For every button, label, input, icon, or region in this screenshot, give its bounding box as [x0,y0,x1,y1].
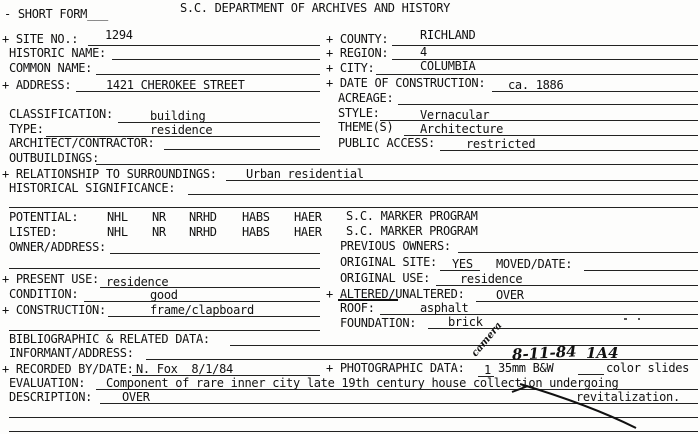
listed-label: LISTED: [9,225,58,239]
previous-owners-label: PREVIOUS OWNERS: [340,239,451,253]
form-type-label: - SHORT FORM___ [4,7,108,21]
construction-value: frame/clapboard [150,303,254,317]
original-site-label: ORIGINAL SITE: [340,255,437,269]
recorded-by-value: N. Fox 8/1/84 [136,362,233,376]
marker-program-label-1: S.C. MARKER PROGRAM [346,209,478,223]
film-35mm-label: 35mm B&W [498,361,554,375]
pen-stroke-diagonal [520,384,636,428]
relationship-value: Urban residential [246,167,364,181]
site-no-label: + SITE NO.: [2,32,79,46]
theme-label: THEME(S) [338,120,394,134]
foundation-value: brick [448,315,483,329]
original-site-value: YES [452,257,473,271]
architect-label: ARCHITECT/CONTRACTOR: [9,136,155,150]
condition-value: good [150,288,178,302]
pen-stroke-tick [512,386,528,392]
original-use-label: ORIGINAL USE: [340,271,431,285]
potential-nhl: NHL [107,210,128,224]
public-access-value: restricted [466,137,536,151]
listed-haer: HAER [294,225,322,239]
description-value: OVER [122,390,150,404]
photo-count-value: 1 [484,363,491,377]
theme-value: Architecture [420,122,504,136]
style-value: Vernacular [420,108,490,122]
listed-nrhd: NRHD [189,225,217,239]
classification-value: building [150,109,206,123]
potential-nr: NR [152,210,166,224]
outbuildings-label: OUTBUILDINGS: [9,151,100,165]
condition-label: CONDITION: [9,287,79,301]
public-access-label: PUBLIC ACCESS: [338,136,435,150]
listed-habs: HABS [242,225,270,239]
date-of-construction-label: + DATE OF CONSTRUCTION: [326,76,486,90]
owner-address-label: OWNER/ADDRESS: [9,240,106,254]
handwritten-photo-date: 8-11-84 [511,342,578,364]
city-label: + CITY: [326,61,375,75]
historic-name-label: HISTORIC NAME: [9,46,106,60]
altered-value: OVER [496,288,524,302]
classification-label: CLASSIFICATION: [9,107,113,121]
common-name-label: COMMON NAME: [9,61,93,75]
type-label: TYPE: [9,122,44,136]
color-slides-label: color slides [606,361,690,375]
marker-program-label-2: S.C. MARKER PROGRAM [346,224,478,238]
informant-label: INFORMANT/ADDRESS: [9,346,134,360]
address-value: 1421 CHEROKEE STREET [106,78,245,92]
photographic-data-label: + PHOTOGRAPHIC DATA: [326,361,465,375]
type-value: residence [150,123,213,137]
bibliographic-label: BIBLIOGRAPHIC & RELATED DATA: [9,332,210,346]
region-label: + REGION: [326,46,389,60]
speck [638,318,640,320]
evaluation-value: Component of rare inner city late 19th century house collection undergoing [106,376,619,390]
handwritten-camera-note: camera [469,320,505,359]
address-label: + ADDRESS: [2,78,72,92]
roof-label: ROOF: [340,301,375,315]
agency-title: S.C. DEPARTMENT OF ARCHIVES AND HISTORY [180,1,451,15]
county-value: RICHLAND [420,28,476,42]
listed-nhl: NHL [107,225,128,239]
date-of-construction-value: ca. 1886 [508,78,564,92]
historical-significance-label: HISTORICAL SIGNIFICANCE: [9,181,176,195]
potential-nrhd: NRHD [189,210,217,224]
evaluation-continuation: revitalization. [576,390,680,404]
evaluation-label: EVALUATION: [9,376,86,390]
listed-nr: NR [152,225,166,239]
foundation-label: FOUNDATION: [340,316,417,330]
handwritten-photo-roll: 1A4 [586,344,619,362]
potential-habs: HABS [242,210,270,224]
potential-label: POTENTIAL: [9,210,79,224]
region-value: 4 [420,45,427,59]
speck [624,318,627,320]
original-use-value: residence [460,272,523,286]
present-use-value: residence [106,275,169,289]
construction-label: + CONSTRUCTION: [2,303,106,317]
description-label: DESCRIPTION: [9,390,93,404]
recorded-by-label: + RECORDED BY/DATE: [2,362,134,376]
present-use-label: + PRESENT USE: [2,272,99,286]
roof-value: asphalt [420,301,469,315]
acreage-label: ACREAGE: [338,91,394,105]
potential-haer: HAER [294,210,322,224]
moved-date-label: MOVED/DATE: [496,257,573,271]
city-value: COLUMBIA [420,59,476,73]
site-no-value: 1294 [105,28,133,42]
altered-label: + ALTERED/UNALTERED: [326,287,465,301]
style-label: STYLE: [338,106,380,120]
county-label: + COUNTY: [326,32,389,46]
relationship-label: + RELATIONSHIP TO SURROUNDINGS: [2,167,217,181]
